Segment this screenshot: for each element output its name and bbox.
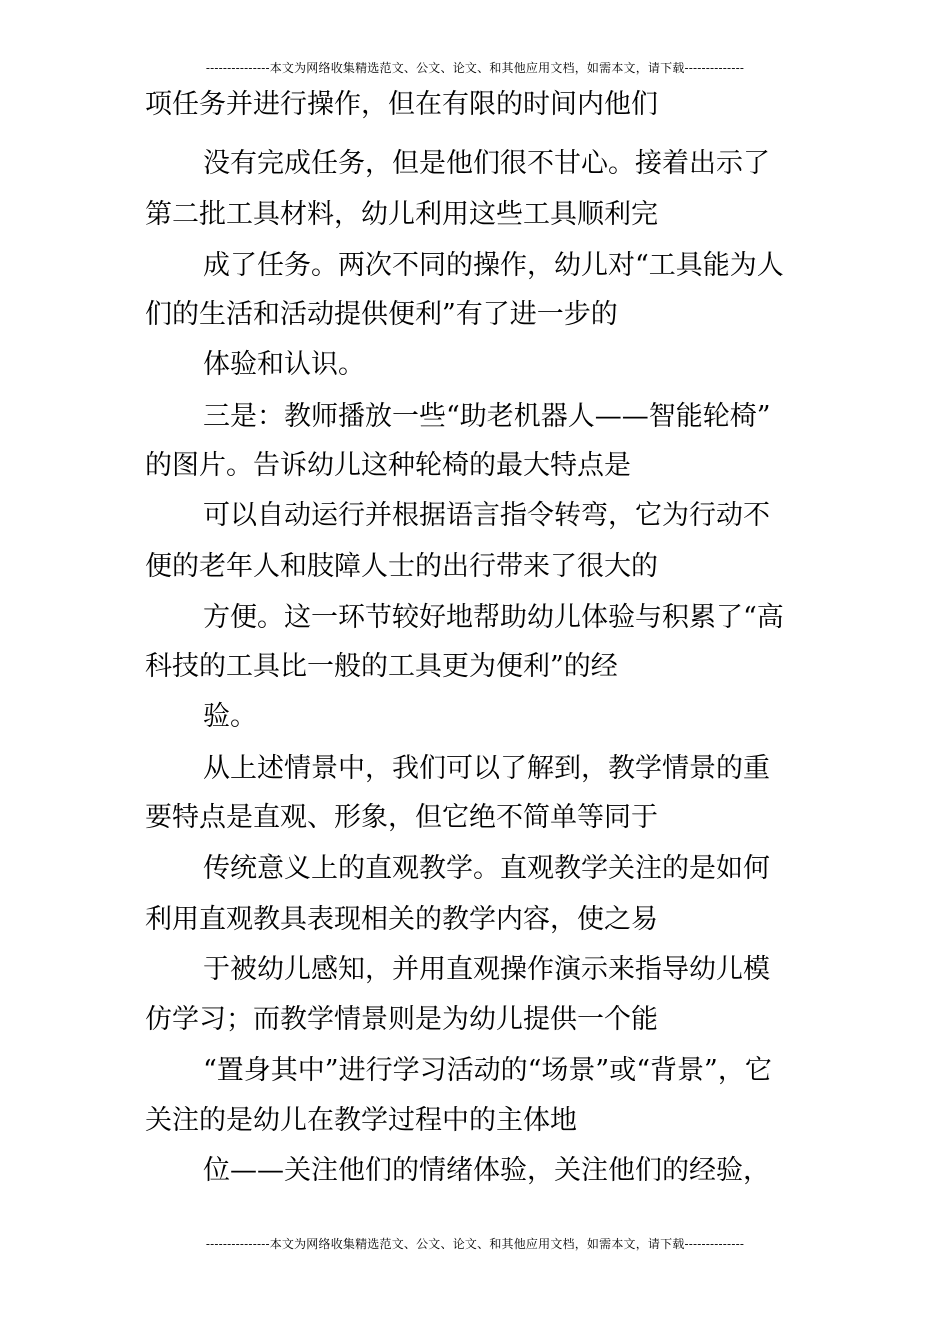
header-notice: ---------------本文为网络收集精选范文、公文、论文、和其他应用文档，如需本文，请下载-------------- [205, 61, 745, 75]
text-line: 们的生活和活动提供便利”有了进一步的 [145, 299, 618, 330]
text-line: 没有完成任务，但是他们很不甘心。接着出示了 [203, 148, 770, 179]
text-line: 项任务并进行操作，但在有限的时间内他们 [145, 89, 658, 120]
text-line: 传统意义上的直观教学。直观教学关注的是如何 [203, 853, 770, 884]
text-line: 方便。这一环节较好地帮助幼儿体验与积累了“高 [203, 602, 784, 633]
text-line: “置身其中”进行学习活动的“场景”或“背景”，它 [203, 1055, 772, 1086]
text-line: 体验和认识。 [203, 349, 365, 380]
text-line: 关注的是幼儿在教学过程中的主体地 [145, 1105, 577, 1136]
text-line: 便的老年人和肢障人士的出行带来了很大的 [145, 551, 658, 582]
text-line: 于被幼儿感知，并用直观操作演示来指导幼儿模 [203, 954, 770, 985]
text-line: 可以自动运行并根据语言指令转弯，它为行动不 [203, 500, 770, 531]
text-line: 科技的工具比一般的工具更为便利”的经 [145, 651, 618, 682]
text-line: 要特点是直观、形象，但它绝不简单等同于 [145, 802, 658, 833]
text-line: 第二批工具材料，幼儿利用这些工具顺利完 [145, 199, 658, 230]
footer-notice: ---------------本文为网络收集精选范文、公文、论文、和其他应用文档，如需本文，请下载-------------- [205, 1237, 745, 1251]
text-line: 三是：教师播放一些“助老机器人——智能轮椅” [203, 401, 771, 432]
text-line: 成了任务。两次不同的操作，幼儿对“工具能为人 [203, 250, 784, 281]
text-line: 验。 [203, 701, 257, 732]
text-line: 从上述情景中，我们可以了解到，教学情景的重 [203, 753, 770, 784]
text-line: 的图片。告诉幼儿这种轮椅的最大特点是 [145, 450, 631, 481]
text-line: 仿学习；而教学情景则是为幼儿提供一个能 [145, 1004, 658, 1035]
text-line: 位——关注他们的情绪体验，关注他们的经验， [203, 1155, 770, 1186]
text-line: 利用直观教具表现相关的教学内容，使之易 [145, 904, 658, 935]
